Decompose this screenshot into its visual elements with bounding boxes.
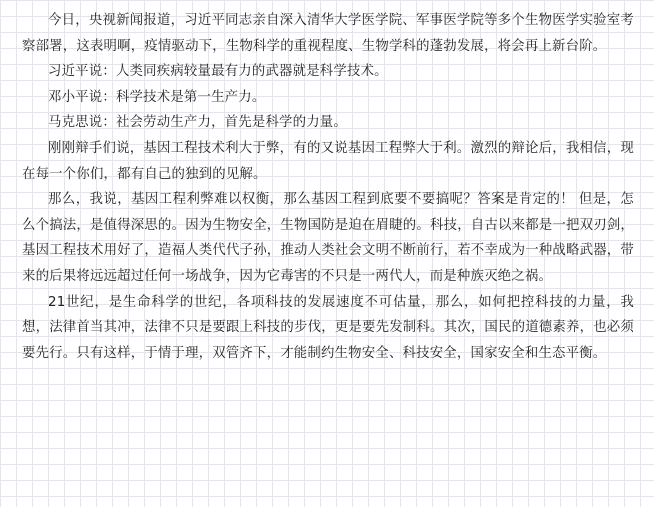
quote-marx: 马克思说：社会劳动生产力，首先是科学的力量。	[48, 115, 347, 131]
quote-deng: 邓小平说：科学技术是第一生产力。	[48, 89, 266, 105]
quote-xi: 习近平说：人类同疾病较量最有力的武器就是科学技术。	[48, 64, 388, 80]
paragraph-argument: 那么，我说，基因工程利弊难以权衡，那么基因工程到底要不要搞呢？答案是肯定的！ 但是，怎么个搞法，是值得深思的。因为生物安全，生物国防是迫在眉睫的。科技，自古以来都是一把双刃剑，基因工程技术用好了，造福人类代代子孙，推动人类社会文明不断前行，若不幸成为一种战略武器，带来的后果将远远超过任何一场战争，因为它毒害的不只是一两代人，而是种族灭绝之祸。	[22, 192, 634, 284]
paragraph-intro: 今日，央视新闻报道，习近平同志亲自深入清华大学医学院、军事医学院等多个生物医学实验室考察部署，这表明啊，疫情驱动下，生物科学的重视程度、生物学科的蓬勃发展，将会再上新台阶。	[22, 13, 634, 54]
paragraph-conclusion: 21世纪，是生命科学的世纪，各项科技的发展速度不可估量，那么，如何把控科技的力量，我想，法律首当其冲，法律不只是要跟上科技的步伐，更是要先发制科。其次，国民的道德素养，也必须要先行。只有这样，于情于理，双管齐下，才能制约生物安全、科技安全，国家安全和生态平衡。	[22, 294, 634, 361]
paragraph-debate: 刚刚辩手们说，基因工程技术利大于弊，有的又说基因工程弊大于利。激烈的辩论后，我相信，现在每一个你们，都有自己的独到的见解。	[22, 140, 634, 182]
